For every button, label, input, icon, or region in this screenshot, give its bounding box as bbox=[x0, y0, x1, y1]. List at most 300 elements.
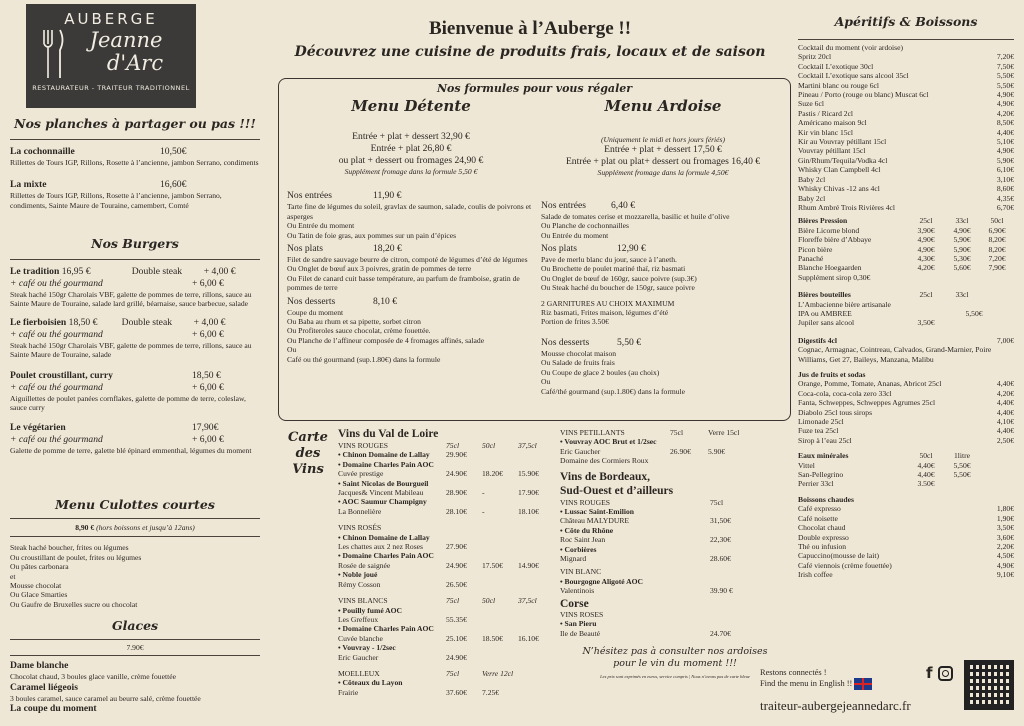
drink-row bbox=[798, 436, 1014, 445]
cell-value: 4,40€ bbox=[996, 407, 1014, 417]
page-subtitle: Découvrez une cuisine de produits frais, locaux et de saison bbox=[294, 44, 766, 60]
cell-label: Rosée de saignée bbox=[338, 560, 391, 570]
cell-label: VIN BLANC bbox=[560, 567, 602, 577]
cell-label: • AOC Saumur Champigny bbox=[338, 497, 427, 507]
list-item: Steak haché boucher, frites ou légumes bbox=[10, 543, 129, 553]
chaudes-title: Boissons chaudes bbox=[798, 494, 854, 504]
cell-label: Les chattes aux 2 nez Roses bbox=[338, 542, 423, 552]
drink-row bbox=[798, 408, 1014, 417]
course-label: Nos plats bbox=[287, 243, 323, 255]
cell-label: Rhum Ambré Trois Rivières 4cl bbox=[798, 202, 896, 212]
cell-value: 5,50€ bbox=[996, 71, 1014, 81]
formule-price: ou plat + dessert ou fromages 24,90 € bbox=[338, 155, 484, 166]
cell-value bbox=[670, 437, 708, 446]
cell-value: 4,20€ bbox=[996, 388, 1014, 398]
cell-value: 25cl bbox=[919, 290, 933, 300]
list-item: Ou Salade de fruits frais bbox=[541, 358, 615, 368]
cell-value: 5.90€ bbox=[708, 446, 726, 456]
cell-value bbox=[482, 460, 518, 469]
menu-ardoise bbox=[541, 97, 785, 396]
corse-table bbox=[560, 610, 790, 638]
drink-row bbox=[798, 542, 1014, 551]
course-price: 5,50 € bbox=[617, 336, 641, 348]
cell-label: Roc Saint Jean bbox=[560, 535, 606, 545]
cell-label: VINS ROUGES bbox=[560, 497, 610, 507]
wine-row bbox=[338, 634, 550, 643]
cell-label: Coca-cola, coca-cola zero 33cl bbox=[798, 388, 892, 398]
drink-row bbox=[798, 417, 1014, 426]
cell-value: 4,30€ bbox=[917, 253, 935, 263]
cell-value: 27.90€ bbox=[446, 542, 467, 552]
drinks-header bbox=[798, 216, 1014, 225]
loire-wine-table bbox=[338, 441, 550, 697]
cell-value bbox=[944, 479, 980, 488]
cell-value: 4,40€ bbox=[996, 379, 1014, 389]
burger-price: 17,90€ bbox=[192, 422, 219, 434]
formules-box bbox=[278, 78, 791, 421]
cell-value: 22,30€ bbox=[710, 535, 731, 545]
menu-ardoise-note: (Uniquement le midi et hors jours fériés) bbox=[600, 135, 725, 144]
jus-list bbox=[798, 379, 1014, 445]
cell-value bbox=[518, 479, 550, 488]
list-item: Ou bbox=[541, 377, 551, 387]
cell-value: 5,90€ bbox=[996, 155, 1014, 165]
cell-value bbox=[518, 460, 550, 469]
wine-row bbox=[338, 570, 550, 579]
left-column bbox=[10, 0, 260, 726]
culottes-title: Menu Culottes courtes bbox=[55, 497, 215, 512]
wine-row bbox=[560, 447, 790, 456]
wine-row bbox=[338, 688, 550, 697]
cell-value: 37,5cl bbox=[518, 596, 537, 606]
drink-row bbox=[798, 175, 1014, 184]
list-item: Ou bbox=[287, 345, 297, 355]
cell-label: Perrier 33cl bbox=[798, 479, 834, 489]
cell-value: 9,10€ bbox=[996, 570, 1014, 580]
cell-value: 75cl bbox=[446, 441, 460, 450]
planche-name: La mixte bbox=[10, 179, 47, 191]
wine-row bbox=[560, 577, 790, 586]
cell-value: 75cl bbox=[446, 596, 460, 606]
chaudes-section bbox=[798, 495, 1014, 580]
list-item: Ou Tatin de foie gras, aux pommes sur un pain d’épices bbox=[287, 230, 457, 240]
wine-group-header bbox=[560, 498, 790, 507]
cell-value: 7,50€ bbox=[996, 61, 1014, 71]
logo-name-1: Jeanne bbox=[89, 28, 163, 52]
burger-desc: Steak haché 150gr Charolais VBF, galette de pommes de terre, rillons, sauce au Sainte Maure de Touraine, salade bbox=[10, 340, 252, 360]
drink-row bbox=[798, 52, 1014, 61]
planches-title: Nos planches à partager ou pas !!! bbox=[14, 116, 256, 131]
jus-section bbox=[798, 370, 1014, 445]
cell-value: 18.10€ bbox=[518, 506, 539, 516]
petillants-table bbox=[560, 428, 790, 466]
cell-label: Mignard bbox=[560, 554, 587, 564]
formule-price: Entrée + plat 26,80 € bbox=[370, 143, 452, 154]
drink-row bbox=[798, 184, 1014, 193]
wine-row bbox=[560, 586, 790, 595]
glace-name: La coupe du moment bbox=[10, 703, 97, 715]
cell-value: 8,60€ bbox=[996, 184, 1014, 194]
cell-label: • Domaine Charles Pain AOC bbox=[338, 624, 434, 634]
cell-label: • Lussac Saint-Emilion bbox=[560, 507, 634, 517]
cell-value bbox=[446, 533, 482, 542]
cell-value bbox=[710, 507, 760, 516]
cell-value: 6,90€ bbox=[988, 225, 1006, 235]
glaces-price: 7.90€ bbox=[126, 643, 144, 652]
wine-row bbox=[338, 580, 550, 589]
aperitifs-list bbox=[798, 43, 1014, 212]
cell-value bbox=[482, 624, 518, 633]
cell-label: Ile de Beauté bbox=[560, 628, 601, 638]
burger-option: + café ou thé gourmand bbox=[10, 381, 103, 393]
wine-group-header bbox=[560, 610, 790, 619]
list-item: Ou Filet de canard cuit basse température, au parfum de framboise, gratin de pommes de terre bbox=[287, 273, 520, 293]
cell-value bbox=[446, 624, 482, 633]
burger-name: Le végétarien bbox=[10, 422, 66, 434]
glaces-title: Glaces bbox=[111, 618, 159, 633]
other-wines bbox=[560, 428, 790, 679]
list-item: Ou Entrée du moment bbox=[287, 221, 355, 231]
cell-value bbox=[518, 570, 550, 579]
cell-value bbox=[518, 624, 550, 633]
ardoise-note-line: pour le vin du moment !!! bbox=[613, 657, 737, 669]
list-item: et bbox=[10, 571, 16, 581]
wine-group-header bbox=[338, 669, 550, 678]
cell-value: 24.90€ bbox=[446, 652, 467, 662]
cell-value: 5,60€ bbox=[953, 263, 971, 273]
cell-value bbox=[518, 669, 550, 678]
eaux-table bbox=[798, 451, 1014, 489]
cell-value bbox=[482, 653, 518, 662]
cell-label: • Saint Nicolas de Bourgueil bbox=[338, 478, 429, 488]
cell-value bbox=[670, 456, 708, 465]
burger-item bbox=[10, 317, 260, 360]
cell-label: Café expresso bbox=[798, 504, 841, 514]
cell-value: 7,20€ bbox=[988, 253, 1006, 263]
cell-label: Orange, Pomme, Tomate, Ananas, Abricot 25cl bbox=[798, 379, 942, 389]
planches-section bbox=[10, 116, 260, 210]
planche-price: 10,50€ bbox=[160, 146, 187, 157]
cell-value bbox=[518, 688, 550, 697]
cell-label: Eric Gaucher bbox=[338, 652, 379, 662]
cell-value: 18.50€ bbox=[482, 633, 503, 643]
cell-value: 50cl bbox=[919, 451, 933, 461]
drink-row bbox=[798, 523, 1014, 532]
burger-name: Poulet croustillant, curry bbox=[10, 369, 113, 381]
english-menu-link[interactable]: Find the menu in English !! bbox=[760, 679, 853, 689]
drink-row bbox=[798, 146, 1014, 155]
cell-value bbox=[482, 643, 518, 652]
cell-label: Bière Licorne blond bbox=[798, 225, 860, 235]
cell-value bbox=[708, 437, 758, 446]
digestifs-title: Digestifs 4cl bbox=[798, 335, 838, 345]
cell-value: 3,90€ bbox=[917, 225, 935, 235]
drink-row bbox=[798, 398, 1014, 407]
wine-row bbox=[560, 554, 790, 563]
cell-value: 55.35€ bbox=[446, 614, 467, 624]
cell-value: 5,50€ bbox=[996, 80, 1014, 90]
formule-price: Entrée + plat ou plat+ dessert ou fromages 16,40 € bbox=[565, 156, 761, 168]
burger-name: Le fierboisien bbox=[10, 316, 67, 328]
list-item: Pave de merlu blanc du jour, sauce à l’aneth. bbox=[541, 255, 677, 265]
cell-label: Pineau / Porto (rouge ou blanc) Muscat 6cl bbox=[798, 90, 929, 100]
formules-title: Nos formules pour vous régaler bbox=[436, 82, 633, 95]
cell-value: 37.60€ bbox=[446, 687, 467, 697]
cell-value bbox=[518, 551, 550, 560]
cell-value: 6,70€ bbox=[996, 202, 1014, 212]
burger-price: 16,95 € bbox=[61, 266, 91, 277]
cell-value bbox=[446, 497, 482, 506]
cell-value: 8,50€ bbox=[996, 118, 1014, 128]
glace-desc: 3 boules caramel, sauce caramel au beurre salé, crème fouettée bbox=[10, 693, 201, 703]
burger-option: + café ou thé gourmand bbox=[10, 434, 103, 446]
cell-value: Verre 15cl bbox=[708, 428, 740, 437]
facebook-icon[interactable]: f bbox=[926, 664, 933, 682]
cutlery-icon bbox=[38, 28, 66, 80]
cell-label: Domaine des Cormiers Roux bbox=[560, 456, 649, 466]
cell-label: Cuvée blanche bbox=[338, 633, 383, 643]
cell-value: 2,20€ bbox=[996, 541, 1014, 551]
logo-tagline: RESTAURATEUR - TRAITEUR TRADITIONNEL bbox=[32, 84, 190, 92]
instagram-icon[interactable] bbox=[938, 666, 953, 681]
cell-value: - bbox=[482, 506, 485, 516]
page-title: Bienvenue à l’Auberge !! bbox=[428, 18, 632, 39]
cell-value bbox=[518, 580, 550, 589]
cell-label: La Bonnelière bbox=[338, 506, 382, 516]
cell-label: VINS BLANCS bbox=[338, 596, 388, 606]
cell-label: Vouvray pétillant 15cl bbox=[798, 146, 866, 156]
footer-connect bbox=[760, 668, 930, 714]
cell-value: 33cl bbox=[955, 216, 969, 226]
cell-value bbox=[708, 456, 758, 465]
cell-label: IPA ou AMBREE bbox=[798, 308, 852, 318]
burger-option: Double steak bbox=[131, 266, 183, 277]
cell-value bbox=[482, 678, 518, 687]
cell-value: 75cl bbox=[446, 668, 460, 678]
cell-value: 75cl bbox=[670, 428, 684, 437]
formule-supplement: Supplément fromage dans la formule 4,50€ bbox=[597, 168, 729, 178]
wine-card-title-line: Carte bbox=[288, 430, 328, 445]
course-label: Nos plats bbox=[541, 243, 577, 255]
menu-detente-title: Menu Détente bbox=[351, 97, 471, 115]
cell-value: 50cl bbox=[990, 216, 1004, 226]
cell-value: 7,20€ bbox=[996, 52, 1014, 62]
cell-value: 28.10€ bbox=[446, 506, 467, 516]
cell-value: 3.50€ bbox=[917, 479, 935, 489]
bouteilles-table bbox=[798, 290, 1014, 328]
logo-brand: AUBERGE bbox=[64, 10, 158, 28]
culottes-list bbox=[10, 543, 260, 609]
drink-row bbox=[798, 137, 1014, 146]
cell-value: 3,50€ bbox=[917, 318, 935, 328]
cell-value: 3,60€ bbox=[996, 532, 1014, 542]
cell-value: 4,20€ bbox=[996, 108, 1014, 118]
cell-label: • Pouilly fumé AOC bbox=[338, 605, 403, 615]
burger-option-price: + 4,00 € bbox=[193, 316, 226, 328]
cell-value bbox=[944, 318, 1004, 327]
cell-value bbox=[446, 678, 482, 687]
cell-value bbox=[482, 580, 518, 589]
burger-option-price: + 6,00 € bbox=[192, 328, 224, 340]
bieres-section bbox=[798, 216, 1014, 282]
cell-label: Irish coffee bbox=[798, 570, 833, 580]
cell-label: Pastis / Ricard 2cl bbox=[798, 108, 854, 118]
drink-row bbox=[798, 561, 1014, 570]
cell-label: • Vouvray - 1/2sec bbox=[338, 643, 396, 653]
drink-row bbox=[798, 81, 1014, 90]
list-item: Riz basmati, Frites maison, légumes d’été bbox=[541, 308, 669, 318]
wine-row bbox=[338, 488, 550, 497]
uk-flag-icon[interactable] bbox=[854, 678, 872, 690]
planche-name: La cochonnaille bbox=[10, 146, 75, 157]
cell-value bbox=[518, 450, 550, 459]
bieres-supplement: Supplément sirop 0,30€ bbox=[798, 272, 871, 282]
cell-value: 5,50€ bbox=[965, 308, 983, 318]
wine-card-title bbox=[278, 430, 338, 478]
cell-value bbox=[482, 523, 518, 532]
cell-value: 31,50€ bbox=[710, 516, 731, 526]
culottes-note: (hors boissons et jusqu’à 12ans) bbox=[96, 523, 195, 532]
cell-value: 1litre bbox=[953, 451, 971, 461]
cell-label: Café viennois (crème fouettée) bbox=[798, 560, 892, 570]
cell-value: 24.70€ bbox=[710, 628, 731, 638]
qr-code-icon[interactable] bbox=[964, 660, 1014, 710]
cell-label: Diabolo 25cl tous sirops bbox=[798, 407, 873, 417]
cell-value: 1,80€ bbox=[996, 504, 1014, 514]
cell-label: • Côte du Rhône bbox=[560, 525, 614, 535]
burger-option-price: + 6,00 € bbox=[192, 381, 224, 393]
cell-label: Whisky Clan Campbell 4cl bbox=[798, 165, 881, 175]
cell-label: Cocktail L’exotique sans alcool 35cl bbox=[798, 71, 909, 81]
cell-label: Floreffe bière d’Abbaye bbox=[798, 235, 872, 245]
drink-row bbox=[798, 62, 1014, 71]
cell-label: • Côteaux du Layon bbox=[338, 678, 403, 688]
cell-label: Café noisette bbox=[798, 513, 838, 523]
cell-label: Kir au Vouvray pétillant 15cl bbox=[798, 137, 887, 147]
cell-value: 4,90€ bbox=[917, 244, 935, 254]
course-price: 12,90 € bbox=[617, 243, 646, 255]
cell-label: Whisky Chivas -12 ans 4cl bbox=[798, 184, 880, 194]
list-item: Ou Profiteroles sauce chocolat, crème fouettée. bbox=[287, 326, 431, 336]
cell-label: Spritz 20cl bbox=[798, 52, 832, 62]
cell-value: 25cl bbox=[919, 216, 933, 226]
cell-label: VINS ROSES bbox=[560, 609, 604, 619]
cell-value bbox=[710, 526, 760, 535]
cell-value: 4,90€ bbox=[996, 90, 1014, 100]
wine-row bbox=[560, 535, 790, 544]
cell-value: 37,5cl bbox=[518, 441, 537, 450]
cell-label: • Corbières bbox=[560, 544, 597, 554]
website-link[interactable]: traiteur-aubergejeannedarc.fr bbox=[760, 698, 911, 714]
glace-name: Caramel liégeois bbox=[10, 681, 78, 693]
cell-label: Thé ou infusion bbox=[798, 541, 847, 551]
cell-label: Jacques& Vincent Mabileau bbox=[338, 488, 424, 498]
cell-value bbox=[710, 577, 760, 586]
cell-label: Kir vin blanc 15cl bbox=[798, 127, 854, 137]
wine-row bbox=[338, 551, 550, 560]
cell-value: 4,90€ bbox=[996, 99, 1014, 109]
cell-value bbox=[710, 545, 760, 554]
cell-label: Limonade 25cl bbox=[798, 417, 844, 427]
formule-price: Entrée + plat + dessert 32,90 € bbox=[352, 131, 470, 142]
glaces-section bbox=[10, 618, 260, 715]
cell-value bbox=[944, 300, 1004, 309]
cell-label: Sirop à l’eau 25cl bbox=[798, 435, 852, 445]
drink-row bbox=[798, 90, 1014, 99]
cell-value: 17.90€ bbox=[518, 488, 539, 498]
cell-value bbox=[978, 43, 1014, 52]
cell-value bbox=[518, 643, 550, 652]
drinks-header bbox=[798, 451, 1014, 460]
cell-value bbox=[518, 497, 550, 506]
cell-value: 4,90€ bbox=[996, 146, 1014, 156]
wine-row bbox=[560, 456, 790, 465]
burger-desc: Galette de pomme de terre, galette blé épinard emmenthal, légumes du moment bbox=[10, 446, 252, 456]
cell-value: 1,90€ bbox=[996, 513, 1014, 523]
cell-label: Martini blanc ou rouge 6cl bbox=[798, 80, 879, 90]
cell-value: 18.20€ bbox=[482, 469, 503, 479]
cell-label: Fuze tea 25cl bbox=[798, 426, 839, 436]
wine-row bbox=[338, 542, 550, 551]
drink-row bbox=[798, 194, 1014, 203]
wine-row bbox=[338, 624, 550, 633]
cell-value bbox=[446, 643, 482, 652]
cell-value: 24.90€ bbox=[446, 469, 467, 479]
ardoise-note-line: N’hésitez pas à consulter nos ardoises bbox=[582, 645, 768, 657]
burger-option-price: + 6,00 € bbox=[192, 434, 224, 446]
list-item: Coupe du moment bbox=[287, 307, 344, 317]
cell-value bbox=[518, 523, 550, 532]
cell-value: 26.90€ bbox=[670, 446, 691, 456]
list-item: Ou Entrée du moment bbox=[541, 230, 609, 240]
formule-supplement: Supplément fromage dans la formule 5,50 € bbox=[344, 167, 478, 176]
wine-row bbox=[338, 507, 550, 516]
cell-label: Cocktail du moment (voir ardoise) bbox=[798, 43, 904, 52]
cell-label: Baby 2cl bbox=[798, 174, 826, 184]
wine-row bbox=[338, 643, 550, 652]
menu-ardoise-title: Menu Ardoise bbox=[604, 97, 722, 115]
wine-row bbox=[338, 615, 550, 624]
cell-value: 15.90€ bbox=[518, 469, 539, 479]
wine-row bbox=[560, 516, 790, 525]
menu-detente bbox=[287, 97, 535, 364]
bieres-table bbox=[798, 216, 1014, 272]
cell-value bbox=[710, 567, 760, 576]
cell-value: 5,50€ bbox=[953, 460, 971, 470]
burger-option: + café ou thé gourmand bbox=[10, 278, 103, 289]
cell-label: VINS PETILLANTS bbox=[560, 428, 625, 437]
footer-connected: Restons connectés ! bbox=[760, 668, 827, 677]
planche-price: 16,60€ bbox=[160, 179, 187, 191]
cell-label: Eric Gaucher bbox=[560, 446, 601, 456]
burger-item bbox=[10, 422, 260, 455]
cell-value: 2,50€ bbox=[996, 435, 1014, 445]
list-item: Ou Steak haché du boucher de 150gr, sauce poivre bbox=[541, 283, 695, 293]
loire-wines bbox=[338, 428, 550, 697]
wine-row bbox=[338, 479, 550, 488]
drink-row bbox=[798, 263, 1014, 272]
cell-value bbox=[710, 610, 760, 619]
cell-value bbox=[446, 479, 482, 488]
drink-row bbox=[798, 300, 1014, 309]
burger-desc: Steak haché 150gr Charolais VBF, galette de pommes de terre, rillons, sauce au Sainte Maure de Touraine, salade lard grillé, béarnaise, sauce barbecue, salade bbox=[10, 290, 252, 309]
cell-value bbox=[482, 570, 518, 579]
cell-value bbox=[446, 523, 482, 532]
drink-row bbox=[798, 470, 1014, 479]
wine-row bbox=[338, 460, 550, 469]
drink-row bbox=[798, 570, 1014, 579]
burger-desc: Aiguillettes de poulet panées cornflakes, galette de pomme de terre, coleslaw, sauce curry bbox=[10, 393, 246, 413]
